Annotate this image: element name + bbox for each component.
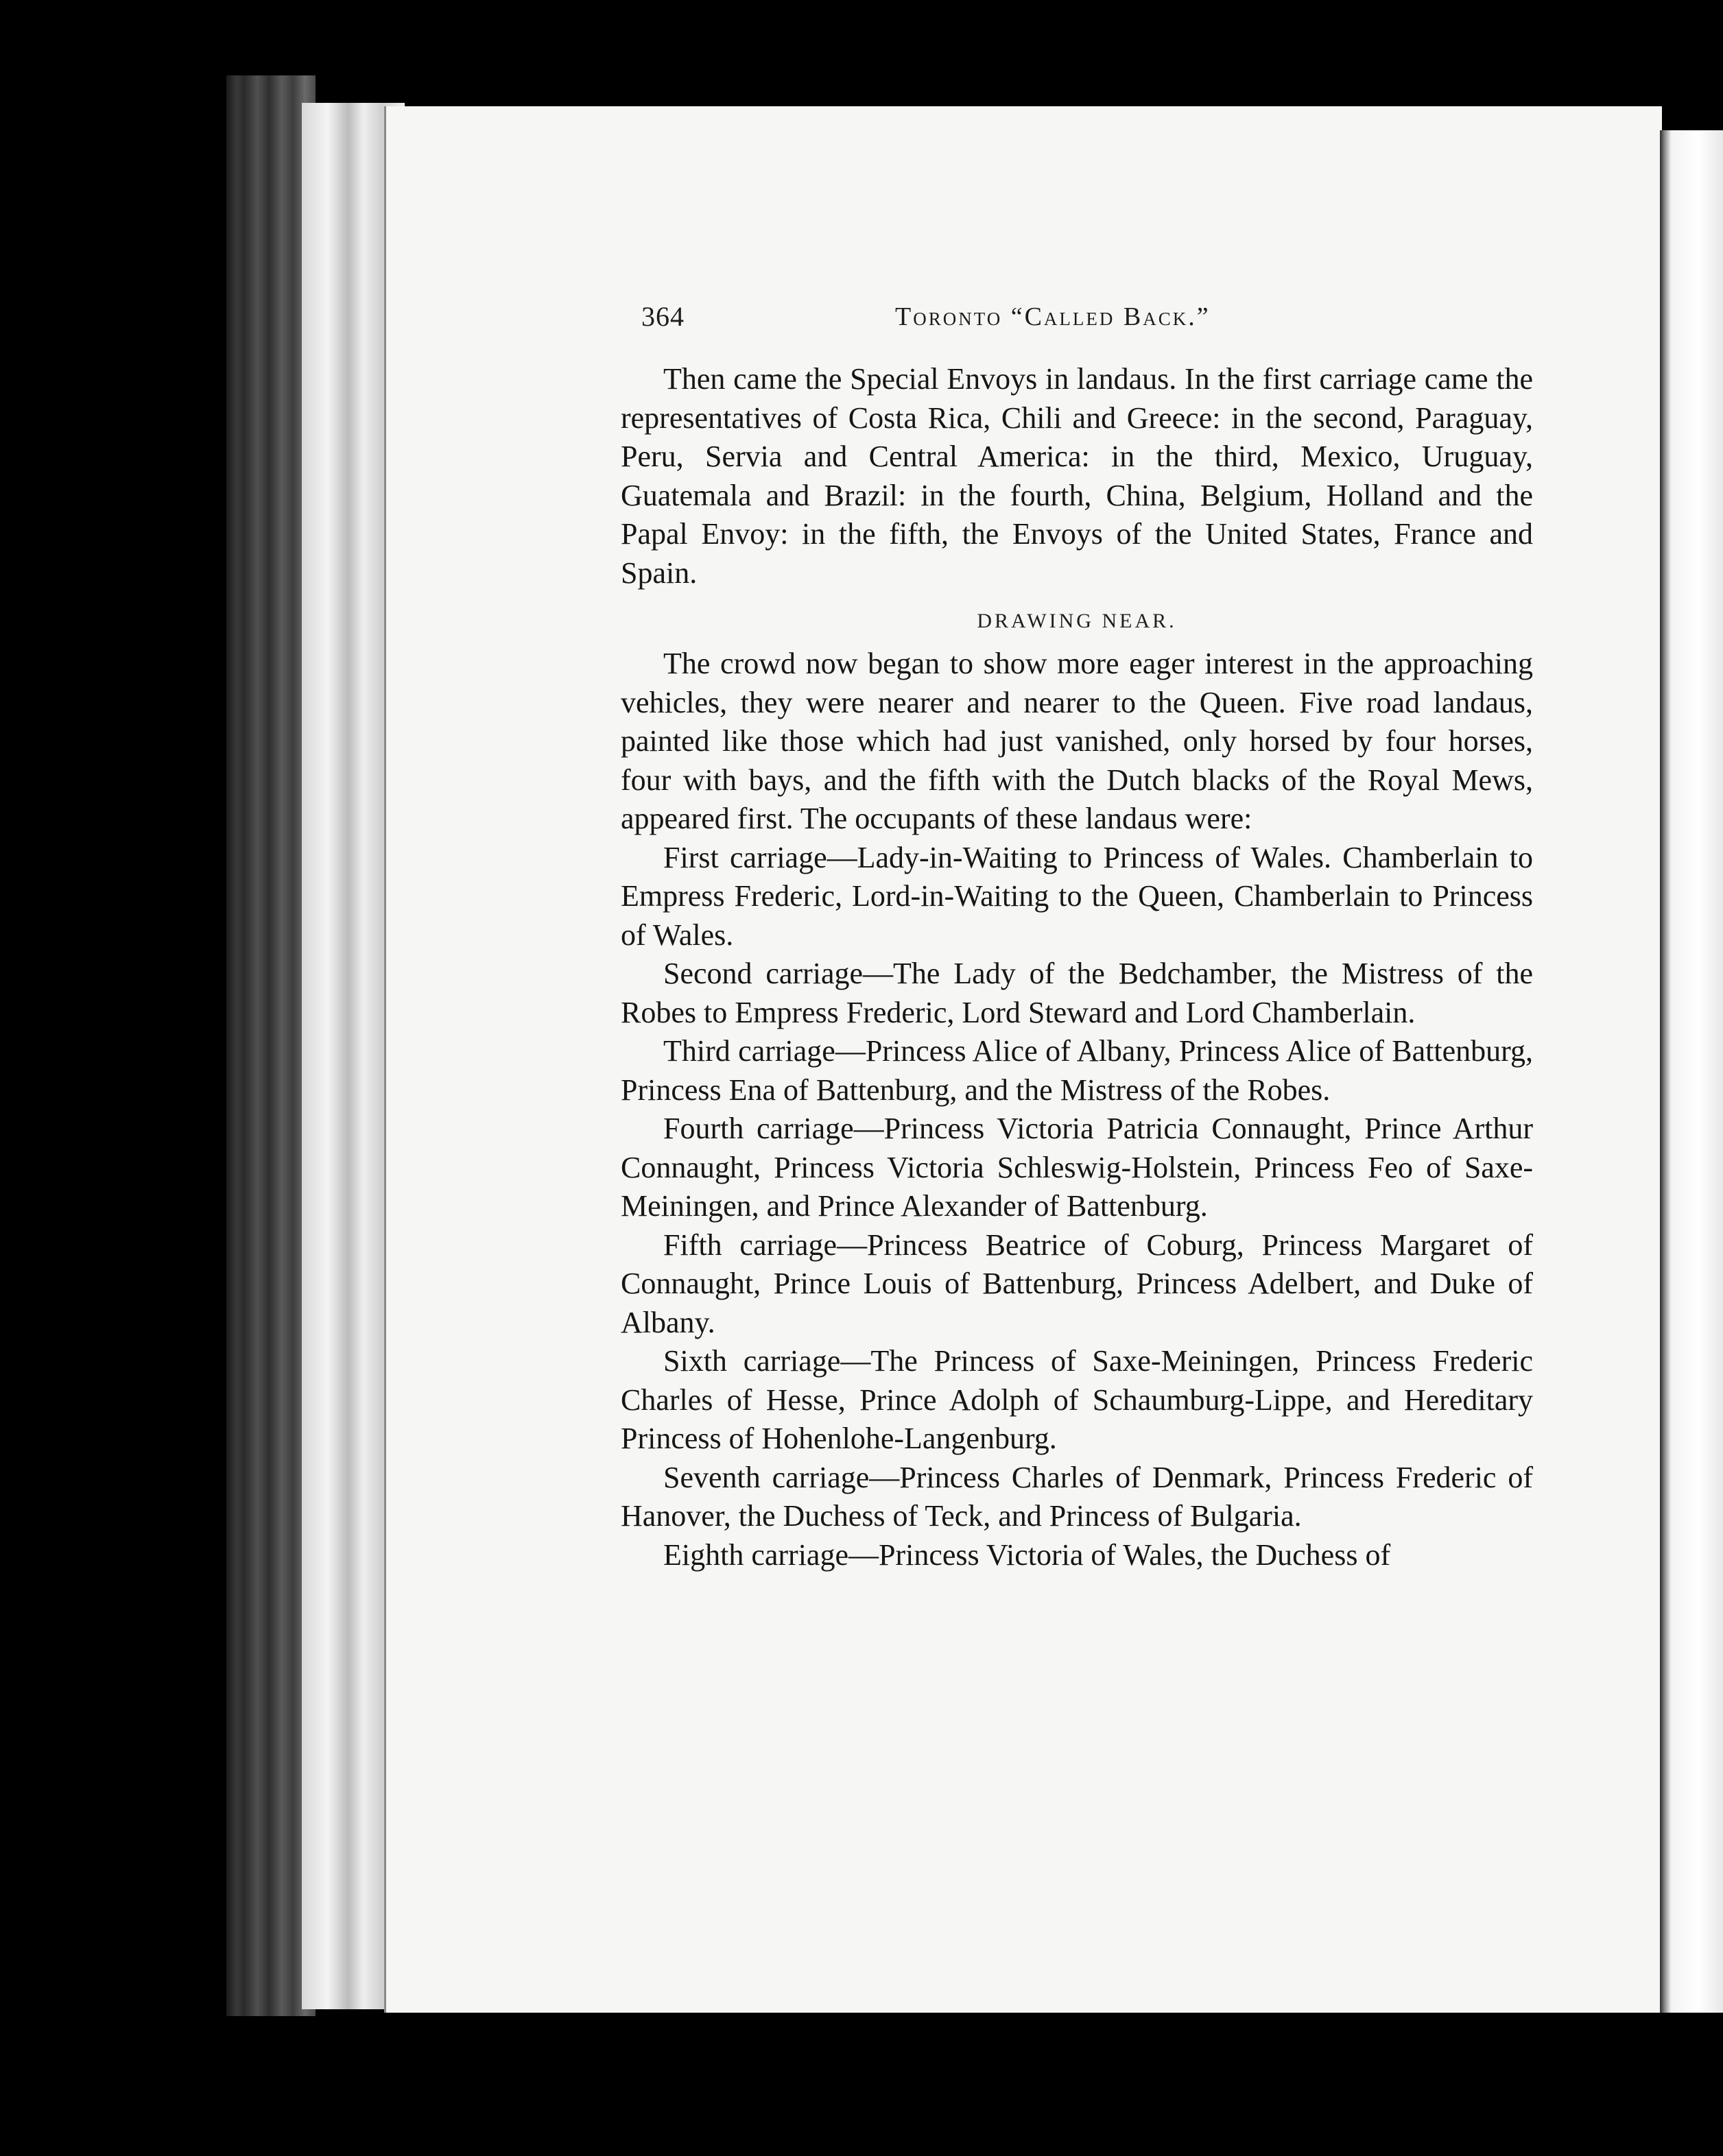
bottom-shadow	[357, 2013, 1723, 2156]
paragraph-third-carriage: Third carriage—Princess Alice of Albany, Princess Alice of Battenburg, Princess Ena of Battenburg, and the Mistress of the Robes.	[621, 1034, 1533, 1107]
paragraph-fourth-carriage: Fourth carriage—Princess Victoria Patricia Connaught, Prince Arthur Connaught, Princess Victoria Schleswig-Holstein, Princess Feo of Saxe-Meiningen, and Prince Alexander of Battenburg.	[621, 1112, 1533, 1223]
section-heading: DRAWING NEAR.	[977, 610, 1177, 632]
paragraph-sixth-carriage: Sixth carriage—The Princess of Saxe-Meiningen, Princess Frederic Charles of Hesse, Prince Adolph of Schaumburg-Lippe, and Hereditary Princess of Hohenlohe-Langenburg.	[621, 1344, 1533, 1455]
facing-page-edge	[1660, 130, 1723, 2023]
paragraph-first-carriage: First carriage—Lady-in-Waiting to Princess of Wales. Chamberlain to Empress Frederic, Lord-in-Waiting to the Queen, Chamberlain to Princess of Wales.	[621, 840, 1533, 952]
paragraph-eighth-carriage: Eighth carriage—Princess Victoria of Wales, the Duchess of	[663, 1537, 1391, 1572]
intro-paragraph: Then came the Special Envoys in landaus. In the first carriage came the representatives of Costa Rica, Chili and Greece: in the second, Paraguay, Peru, Servia and Central America: in the third, Mexico, Uruguay, Guatemala and Brazil: in the fourth, China, Belgium, Holland and the Papal Envoy: in the fifth, the Envoys of the United States, France and Spain.	[621, 362, 1533, 590]
paragraph-second-carriage: Second carriage—The Lady of the Bedchamber, the Mistress of the Robes to Empress Frederic, Lord Steward and Lord Chamberlain.	[621, 957, 1533, 1029]
paragraph-seventh-carriage: Seventh carriage—Princess Charles of Denmark, Princess Frederic of Hanover, the Duchess of Teck, and Princess of Bulgaria.	[621, 1460, 1533, 1533]
paragraph-crowd: The crowd now began to show more eager interest in the approaching vehicles, they were nearer and nearer to the Queen. Five road landaus, painted like those which had just vanished, only horsed by four horses, four with bays, and the fifth with the Dutch blacks of the Royal Mews, appeared first. The occupants of these landaus were:	[621, 647, 1533, 835]
paragraph-fifth-carriage: Fifth carriage—Princess Beatrice of Coburg, Princess Margaret of Connaught, Prince Louis of Battenburg, Princess Adelbert, and Duke of Albany.	[621, 1227, 1533, 1339]
running-head	[641, 300, 1533, 342]
body-text	[621, 360, 1533, 1574]
page-number: 364	[641, 301, 685, 332]
running-title: Toronto “Called Back.”	[895, 302, 1211, 331]
